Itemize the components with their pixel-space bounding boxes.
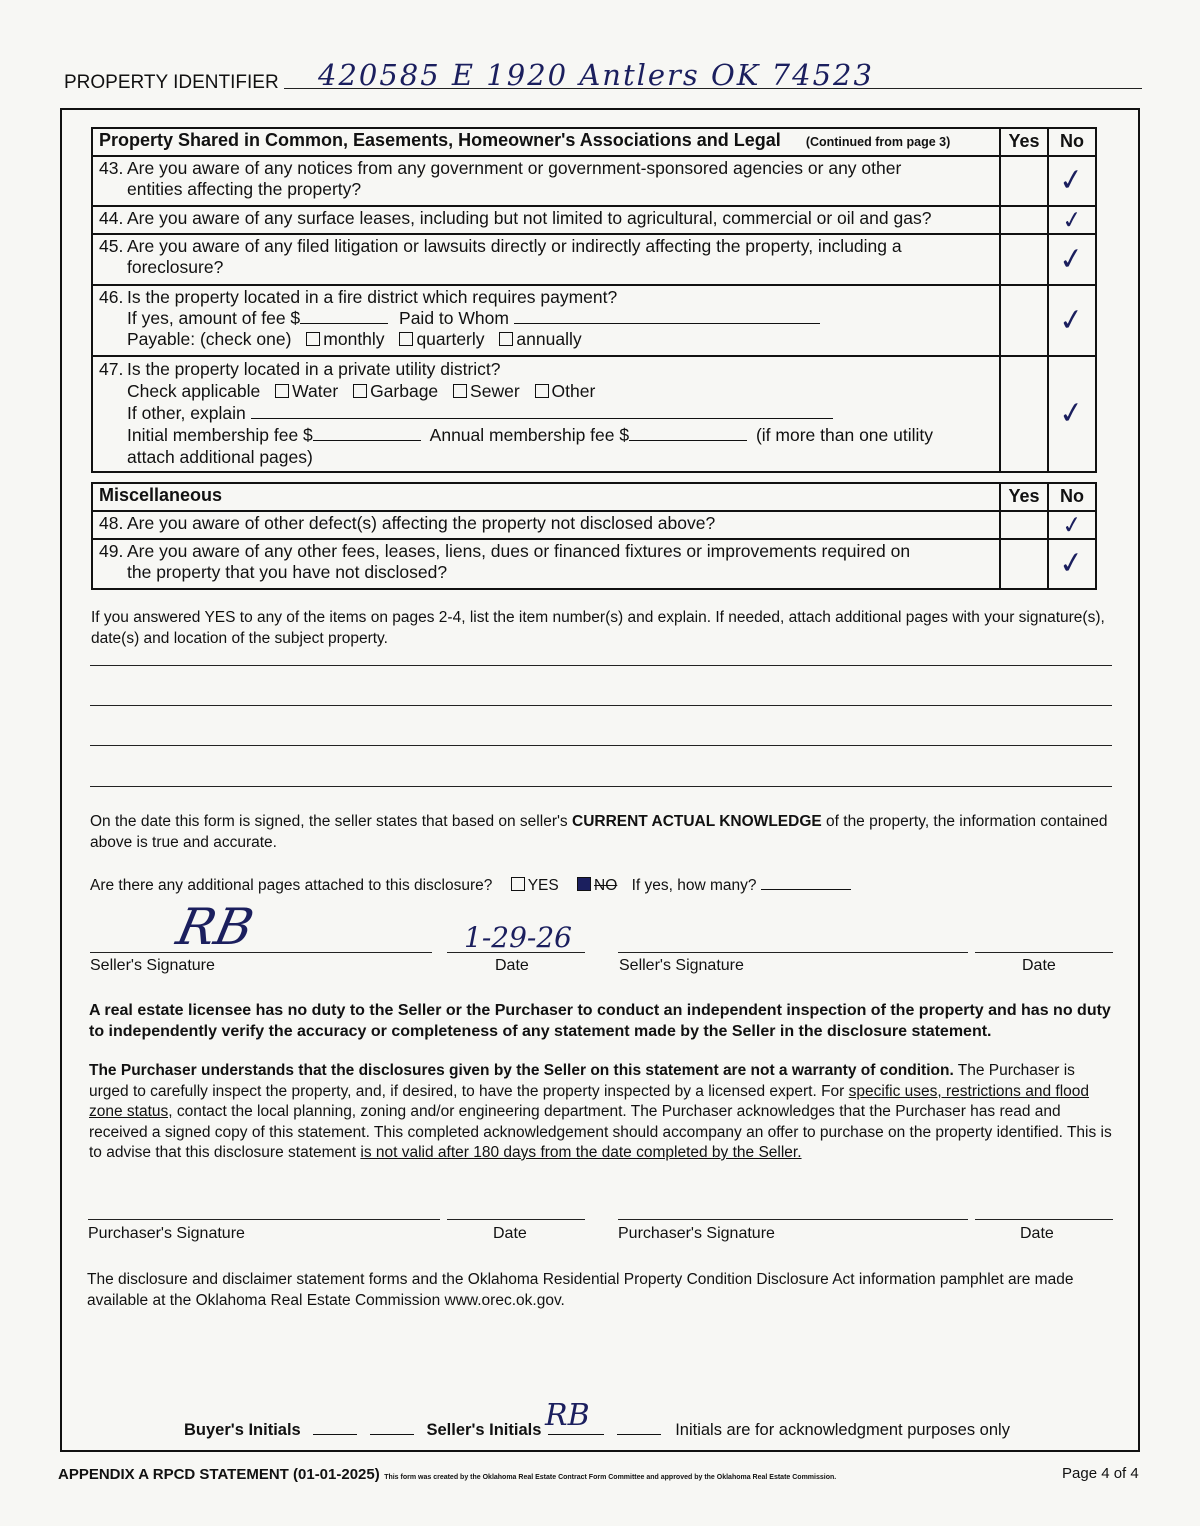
q45-yes-cell[interactable] [1000, 234, 1048, 285]
additional-pages-yes-label: YES [527, 877, 559, 894]
q45-no-check-icon: ✓ [1057, 239, 1087, 279]
purchaser-signature-line-1[interactable] [88, 1219, 440, 1220]
q47-annual-fee-label: Annual membership fee $ [429, 425, 630, 445]
q48-no-check-icon: ✓ [1060, 509, 1084, 540]
additional-pages-question: Are there any additional pages attached to this disclosure? [90, 877, 493, 894]
q44-no-check-icon: ✓ [1060, 204, 1084, 235]
section-shared-common-table [91, 127, 1097, 473]
q47-water-label: Water [292, 381, 339, 401]
property-identifier-value[interactable]: 420585 E 1920 Antlers OK 74523 [318, 58, 874, 92]
purchaser-notice-bold: The Purchaser understands that the disclosures given by the Seller on this statement are not a warranty of condition. [89, 1062, 954, 1079]
additional-pages-no-label: NO [594, 877, 618, 894]
q46-yes-cell[interactable] [1000, 285, 1048, 356]
seller-signature-line-1[interactable] [90, 952, 432, 953]
q44-yes-cell[interactable] [1000, 206, 1048, 234]
q44-text: Are you aware of any surface leases, including but not limited to agricultural, commercial or oil and gas? [127, 208, 932, 228]
question-43-row [92, 156, 1096, 206]
footer-left [58, 1466, 836, 1484]
seller-signature-label-2: Seller's Signature [619, 957, 744, 974]
q47-garbage-checkbox[interactable] [353, 384, 367, 398]
buyer-initials-label: Buyer's Initials [184, 1421, 301, 1439]
seller-statement [90, 812, 1114, 853]
q44-number: 44. [99, 208, 124, 228]
seller-date-line-2[interactable] [975, 952, 1113, 953]
purchaser-date-line-2[interactable] [975, 1219, 1113, 1220]
section-miscellaneous-table [91, 482, 1097, 590]
q45-no-cell[interactable] [1048, 234, 1096, 285]
q47-sewer-checkbox[interactable] [453, 384, 467, 398]
q47-sewer-label: Sewer [470, 381, 520, 401]
statement-text-pre: On the date this form is signed, the seller states that based on seller's [90, 813, 572, 830]
seller-signature-line-2[interactable] [618, 952, 968, 953]
purchaser-date-label-1: Date [493, 1225, 527, 1242]
purchaser-date-label-2: Date [1020, 1225, 1054, 1242]
q47-no-check-icon: ✓ [1057, 394, 1087, 433]
q49-no-cell[interactable] [1048, 539, 1096, 589]
purchaser-notice-text2: contact the local planning, zoning and/or engineering department. The Purchaser acknowledges that the Purchaser has read and received a signed copy of this statement. This completed acknowledgement should accompany an offer to purchase on the property identified. This is to advise that this disclosure statement [89, 1103, 1112, 1161]
question-46-row [92, 285, 1096, 356]
seller-date-label-2: Date [1022, 957, 1056, 974]
q46-no-cell[interactable] [1048, 285, 1096, 356]
q46-quarterly-checkbox[interactable] [399, 332, 413, 346]
q47-explain-field[interactable] [251, 404, 833, 419]
additional-pages-count-field[interactable] [761, 875, 851, 890]
q43-text-cont: entities affecting the property? [127, 179, 362, 199]
q49-text: Are you aware of any other fees, leases, liens, dues or financed fixtures or improvements required on [127, 541, 911, 561]
q49-no-check-icon: ✓ [1057, 544, 1087, 583]
seller-signature-label-1: Seller's Signature [90, 957, 215, 974]
pamphlet-notice: The disclosure and disclaimer statement forms and the Oklahoma Residential Property Condition Disclosure Act information pamphlet are made available at the Oklahoma Real Estate Commission www.orec.ok.gov. [87, 1271, 1074, 1309]
additional-pages-row [90, 875, 1114, 897]
purchaser-notice-text1: The Purchaser is urged to carefully inspect the property, and, if desired, to have the property inspected by a licensed expert. For [89, 1062, 1075, 1100]
q47-initial-fee-label: Initial membership fee $ [127, 425, 313, 445]
q43-number: 43. [99, 158, 124, 178]
section2-yes-header: Yes [1000, 483, 1048, 511]
purchaser-signature-line-2[interactable] [618, 1219, 968, 1220]
buyer-initials-field-2[interactable] [370, 1420, 414, 1435]
statement-bold: CURRENT ACTUAL KNOWLEDGE [572, 813, 822, 830]
q49-text-cont: the property that you have not disclosed? [127, 562, 448, 582]
q47-initial-fee-field[interactable] [313, 426, 421, 441]
q46-annually-checkbox[interactable] [499, 332, 513, 346]
q47-no-cell[interactable] [1048, 356, 1096, 472]
purchaser-notice [89, 1061, 1115, 1164]
purchaser-notice-underline1: specific uses, restrictions and flood zone status, [89, 1082, 1090, 1120]
q46-quarterly-label: quarterly [416, 329, 485, 349]
page-number: Page 4 of 4 [1062, 1465, 1139, 1482]
purchaser-date-line-1[interactable] [447, 1219, 585, 1220]
question-49-row [92, 539, 1096, 589]
q47-more-note: (if more than one utility [755, 425, 933, 445]
explain-instructions: If you answered YES to any of the items on pages 2-4, list the item number(s) and explain. If needed, attach additional pages with your signature(s), date(s) and location of the subject property. [91, 609, 1105, 647]
seller-initials-field-2[interactable] [617, 1420, 661, 1435]
property-identifier-label: PROPERTY IDENTIFIER [64, 72, 279, 93]
seller-handwritten-signature[interactable]: RB [171, 898, 259, 956]
q46-monthly-checkbox[interactable] [306, 332, 320, 346]
explain-line-2[interactable] [90, 705, 1112, 706]
q47-other-label: Other [551, 381, 596, 401]
q45-text: Are you aware of any filed litigation or lawsuits directly or indirectly affecting the property, including a [127, 236, 902, 256]
q43-no-cell[interactable] [1048, 156, 1096, 206]
q48-yes-cell[interactable] [1000, 511, 1048, 539]
q49-number: 49. [99, 541, 124, 561]
q47-garbage-label: Garbage [370, 381, 439, 401]
q47-explain-label: If other, explain [127, 403, 246, 423]
q47-yes-cell[interactable] [1000, 356, 1048, 472]
seller-date-label-1: Date [495, 957, 529, 974]
q47-attach-note: attach additional pages) [127, 447, 313, 467]
seller-handwritten-initials[interactable]: RB [545, 1398, 590, 1433]
question-45-row [92, 234, 1096, 285]
section1-title: Property Shared in Common, Easements, Homeowner's Associations and Legal [99, 130, 781, 150]
seller-handwritten-date[interactable]: 1-29-26 [464, 921, 572, 954]
q46-number: 46. [99, 287, 124, 307]
explain-line-4[interactable] [90, 786, 1112, 787]
q47-text: Is the property located in a private utility district? [127, 359, 501, 379]
section1-header [92, 128, 1000, 156]
section2-no-header: No [1048, 483, 1096, 511]
purchaser-signature-label-1: Purchaser's Signature [88, 1225, 245, 1242]
buyer-initials-field-1[interactable] [313, 1420, 357, 1435]
q47-check-label: Check applicable [127, 381, 261, 401]
q46-payable-label: Payable: (check one) [127, 329, 292, 349]
question-47-row [92, 356, 1096, 472]
q43-text: Are you aware of any notices from any government or government-sponsored agencies or any other [127, 158, 902, 178]
licensee-notice: A real estate licensee has no duty to the Seller or the Purchaser to conduct an independent inspection of the property and has no duty to independently verify the accuracy or completeness of any statement made by the Seller in the disclosure statement. [89, 1002, 1111, 1040]
q49-yes-cell[interactable] [1000, 539, 1048, 589]
q45-text-cont: foreclosure? [127, 257, 224, 277]
additional-pages-no-checkbox[interactable] [577, 877, 591, 891]
q48-number: 48. [99, 513, 124, 533]
question-44-row [92, 206, 1096, 234]
q47-water-checkbox[interactable] [275, 384, 289, 398]
section1-continued: (Continued from page 3) [805, 135, 951, 149]
q47-other-checkbox[interactable] [535, 384, 549, 398]
q43-no-check-icon: ✓ [1057, 161, 1087, 200]
question-48-row [92, 511, 1096, 539]
q46-annually-label: annually [516, 329, 582, 349]
section1-yes-header: Yes [1000, 128, 1048, 156]
section2-title: Miscellaneous [92, 483, 1000, 511]
q46-no-check-icon: ✓ [1057, 300, 1087, 340]
q45-number: 45. [99, 236, 124, 256]
additional-pages-yes-checkbox[interactable] [511, 877, 525, 891]
initials-note: Initials are for acknowledgment purposes only [675, 1421, 1010, 1439]
footer-small-print: This form was created by the Oklahoma Real Estate Contract Form Committee and approved by the Oklahoma Real Estate Commission. [384, 1474, 837, 1481]
footer-title: APPENDIX A RPCD STATEMENT (01-01-2025) [58, 1466, 380, 1483]
additional-pages-how-many: If yes, how many? [631, 877, 757, 894]
q48-no-cell[interactable] [1048, 511, 1096, 539]
initials-row [184, 1420, 1010, 1440]
q47-annual-fee-field[interactable] [629, 426, 747, 441]
purchaser-notice-underline2: is not valid after 180 days from the date completed by the Seller. [360, 1144, 802, 1161]
q43-yes-cell[interactable] [1000, 156, 1048, 206]
seller-initials-label: Seller's Initials [426, 1421, 542, 1439]
q46-fee-field[interactable] [300, 309, 388, 324]
explain-line-1[interactable] [90, 665, 1112, 666]
q46-paid-field[interactable] [514, 309, 820, 324]
q48-text: Are you aware of other defect(s) affecting the property not disclosed above? [127, 513, 716, 533]
q46-monthly-label: monthly [323, 329, 385, 349]
q46-text: Is the property located in a fire district which requires payment? [127, 287, 618, 307]
statement-text-post: of the property, the information contained above is true and accurate. [90, 813, 1108, 851]
q44-no-cell[interactable] [1048, 206, 1096, 234]
q46-fee-label: If yes, amount of fee $ [127, 308, 301, 328]
q46-paid-label: Paid to Whom [399, 308, 509, 328]
purchaser-signature-label-2: Purchaser's Signature [618, 1225, 775, 1242]
explain-line-3[interactable] [90, 745, 1112, 746]
section1-no-header: No [1048, 128, 1096, 156]
q47-number: 47. [99, 359, 124, 379]
